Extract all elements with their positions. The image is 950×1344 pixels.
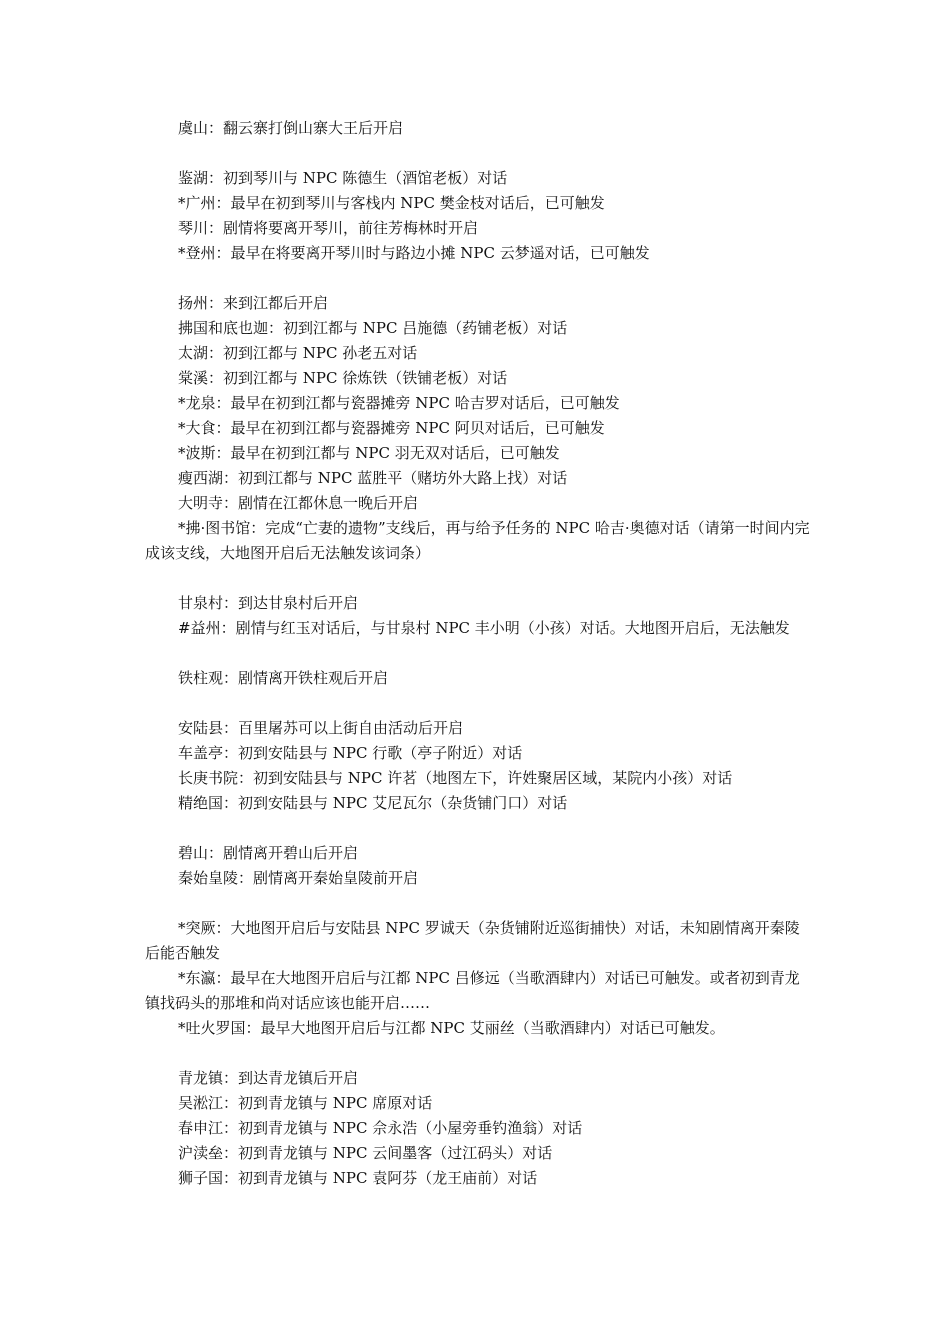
- entry-changgeng-academy: 长庚书院：初到安陆县与 NPC 许茗（地图左下，许姓聚居区域，某院内小孩）对话: [178, 769, 733, 787]
- entry-hudulei: 沪渎垒：初到青龙镇与 NPC 云间墨客（过江码头）对话: [178, 1144, 553, 1162]
- entry-tujue: *突厥：大地图开启后与安陆县 NPC 罗诚天（杂货铺附近巡街捕快）对话，未知剧情离开秦陵后能否触发: [145, 919, 800, 962]
- entry-dashi: *大食：最早在初到江都与瓷器摊旁 NPC 阿贝对话后，已可触发: [178, 419, 605, 437]
- entry-tangxi: 棠溪：初到江都与 NPC 徐炼铁（铁铺老板）对话: [178, 369, 508, 387]
- section-anlu: [145, 716, 813, 816]
- section-bigmap: [145, 916, 813, 1041]
- entry-bosi: *波斯：最早在初到江都与 NPC 羽无双对话后，已可触发: [178, 444, 560, 462]
- entry-qinglongzhen: 青龙镇：到达青龙镇后开启: [178, 1069, 359, 1087]
- entry-shouxihu: 瘦西湖：初到江都与 NPC 蓝胜平（赌坊外大路上找）对话: [178, 469, 568, 487]
- entry-yizhou: #益州：剧情与红玉对话后，与甘泉村 NPC 丰小明（小孩）对话。大地图开启后，无法触发: [178, 619, 790, 637]
- entry-longquan: *龙泉：最早在初到江都与瓷器摊旁 NPC 哈吉罗对话后，已可触发: [178, 394, 620, 412]
- entry-tiezhuguan: 铁柱观：剧情离开铁柱观后开启: [178, 669, 389, 687]
- entry-anluxian: 安陆县：百里屠苏可以上街自由活动后开启: [178, 719, 464, 737]
- entry-damingsi: 大明寺：剧情在江都休息一晚后开启: [178, 494, 419, 512]
- section-spacer: [145, 266, 813, 291]
- entry-guangzhou: *广州：最早在初到琴川与客栈内 NPC 樊金枝对话后，已可触发: [178, 194, 605, 212]
- section-jiangdu: [145, 291, 813, 566]
- entry-bishan: 碧山：剧情离开碧山后开启: [178, 844, 359, 862]
- section-spacer: [145, 566, 813, 591]
- entry-jianhu: 鉴湖：初到琴川与 NPC 陈德生（酒馆老板）对话: [178, 169, 508, 187]
- entry-chunshenjiang: 春申江：初到青龙镇与 NPC 佘永浩（小屋旁垂钓渔翁）对话: [178, 1119, 583, 1137]
- entry-fuguo-diyejia: 拂国和底也迦：初到江都与 NPC 吕施德（药铺老板）对话: [178, 319, 568, 337]
- document-body: [145, 116, 813, 1191]
- section-spacer: [145, 891, 813, 916]
- entry-yushan: 虞山：翻云寨打倒山寨大王后开启: [178, 119, 404, 137]
- entry-qinchuan: 琴川：剧情将要离开琴川，前往芳梅林时开启: [178, 219, 479, 237]
- entry-shiziguo: 狮子国：初到青龙镇与 NPC 袁阿芬（龙王庙前）对话: [178, 1169, 538, 1187]
- entry-taihu: 太湖：初到江都与 NPC 孙老五对话: [178, 344, 418, 362]
- entry-dongying: *东瀛：最早在大地图开启后与江都 NPC 吕修远（当歌酒肆内）对话已可触发。或者初到青龙镇找码头的那堆和尚对话应该也能开启……: [145, 969, 800, 1012]
- section-yushan: [145, 116, 813, 141]
- entry-qinshihuang-mausoleum: 秦始皇陵：剧情离开秦始皇陵前开启: [178, 869, 419, 887]
- entry-fu-library: *拂·图书馆：完成“亡妻的遗物”支线后，再与给予任务的 NPC 哈吉·奥德对话（请第一时间内完成该支线，大地图开启后无法触发该词条）: [145, 519, 810, 562]
- entry-jingjue: 精绝国：初到安陆县与 NPC 艾尼瓦尔（杂货铺门口）对话: [178, 794, 568, 812]
- section-ganquan: [145, 591, 813, 641]
- entry-wusongjiang: 吴淞江：初到青龙镇与 NPC 席原对话: [178, 1094, 433, 1112]
- section-spacer: [145, 1041, 813, 1066]
- entry-ganquancun: 甘泉村：到达甘泉村后开启: [178, 594, 359, 612]
- entry-yangzhou: 扬州：来到江都后开启: [178, 294, 329, 312]
- section-bishan: [145, 841, 813, 891]
- section-tiezhuguan: [145, 666, 813, 691]
- entry-tuhuoluo: *吐火罗国：最早大地图开启后与江都 NPC 艾丽丝（当歌酒肆内）对话已可触发。: [178, 1019, 725, 1037]
- entry-chegaiting: 车盖亭：初到安陆县与 NPC 行歌（亭子附近）对话: [178, 744, 523, 762]
- section-spacer: [145, 691, 813, 716]
- section-spacer: [145, 141, 813, 166]
- entry-dengzhou: *登州：最早在将要离开琴川时与路边小摊 NPC 云梦遥对话，已可触发: [178, 244, 650, 262]
- section-qinchuan: [145, 166, 813, 266]
- section-qinglong: [145, 1066, 813, 1191]
- section-spacer: [145, 816, 813, 841]
- section-spacer: [145, 641, 813, 666]
